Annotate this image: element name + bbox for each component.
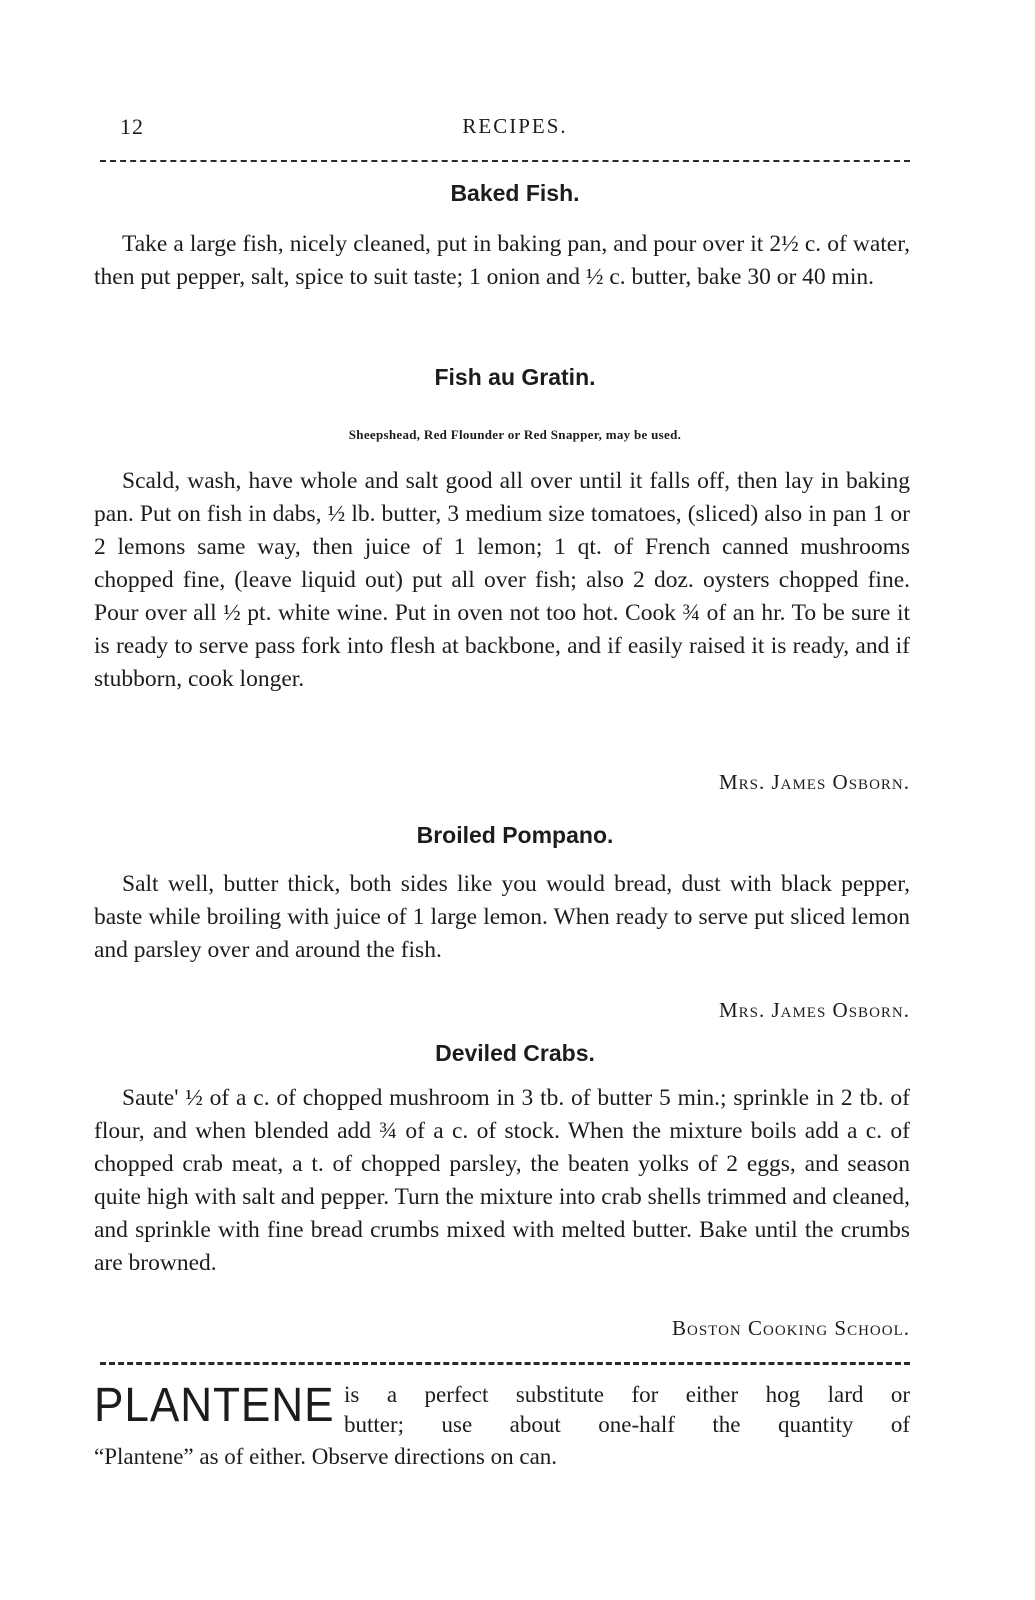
page-number: 12	[120, 114, 144, 139]
recipe-signature-broiled-pompano: Mrs. James Osborn.	[718, 998, 910, 1022]
recipe-body-fish-au-gratin: Scald, wash, have whole and salt good all over until it falls off, then lay in baking pan. Put on fish in dabs, ½ lb. butter, 3 medium size tomatoes, (sliced) also in pan 1 or 2 lemons same way, then juice of 1 lemon; 1 qt. of French canned mushrooms chopped fine, (leave liquid out) put all over fish; also 2 doz. oysters chopped fine. Pour over all ½ pt. white wine. Put in oven not too hot. Cook ¾ of an hr. To be sure it is ready to serve pass fork into flesh at backbone, and if easily raised it is ready, and if stubborn, cook longer.	[94, 468, 910, 692]
recipe-body-broiled-pompano: Salt well, butter thick, both sides like you would bread, dust with black pepper, baste while broiling with juice of 1 large lemon. When ready to serve put sliced lemon and parsley over and around the fish.	[94, 871, 910, 963]
recipe-title-baked-fish: Baked Fish.	[450, 180, 580, 206]
advertisement-rule	[100, 1362, 910, 1365]
page-header	[120, 114, 910, 148]
recipe-title-deviled-crabs: Deviled Crabs.	[435, 1040, 595, 1066]
recipe-signature-fish-au-gratin: Mrs. James Osborn.	[718, 770, 910, 794]
ad-text-line-2: butter; use about one-half the quantity of	[344, 1412, 910, 1437]
recipe-subtitle-fish-au-gratin: Sheepshead, Red Flounder or Red Snapper, may be used.	[348, 427, 682, 442]
recipe-signature-deviled-crabs: Boston Cooking School.	[672, 1316, 910, 1340]
recipe-title-fish-au-gratin: Fish au Gratin.	[434, 364, 596, 390]
recipe-body-deviled-crabs: Saute' ½ of a c. of chopped mushroom in 3 tb. of butter 5 min.; sprinkle in 2 tb. of flour, and when blended add ¾ of a c. of stock. When the mixture boils add a c. of chopped crab meat, a t. of chopped parsley, the beaten yolks of 2 eggs, and season quite high with salt and pepper. Turn the mixture into crab shells trimmed and cleaned, and sprinkle with fine bread crumbs mixed with melted butter. Bake until the crumbs are browned.	[94, 1085, 910, 1276]
ad-brand-name: PLANTENE	[94, 1379, 335, 1432]
recipe-title-broiled-pompano: Broiled Pompano.	[416, 822, 614, 848]
recipe-body-baked-fish: Take a large fish, nicely cleaned, put in baking pan, and pour over it 2½ c. of water, then put pepper, salt, spice to suit taste; 1 onion and ½ c. butter, bake 30 or 40 min.	[94, 231, 910, 290]
header-rule	[100, 160, 910, 162]
ad-text-line-1: is a perfect substitute for either hog lard or	[344, 1382, 910, 1407]
ad-text-line-3: “Plantene” as of either. Observe directions on can.	[94, 1444, 558, 1469]
plantene-advertisement	[94, 1378, 910, 1488]
running-head: RECIPES.	[462, 114, 568, 138]
